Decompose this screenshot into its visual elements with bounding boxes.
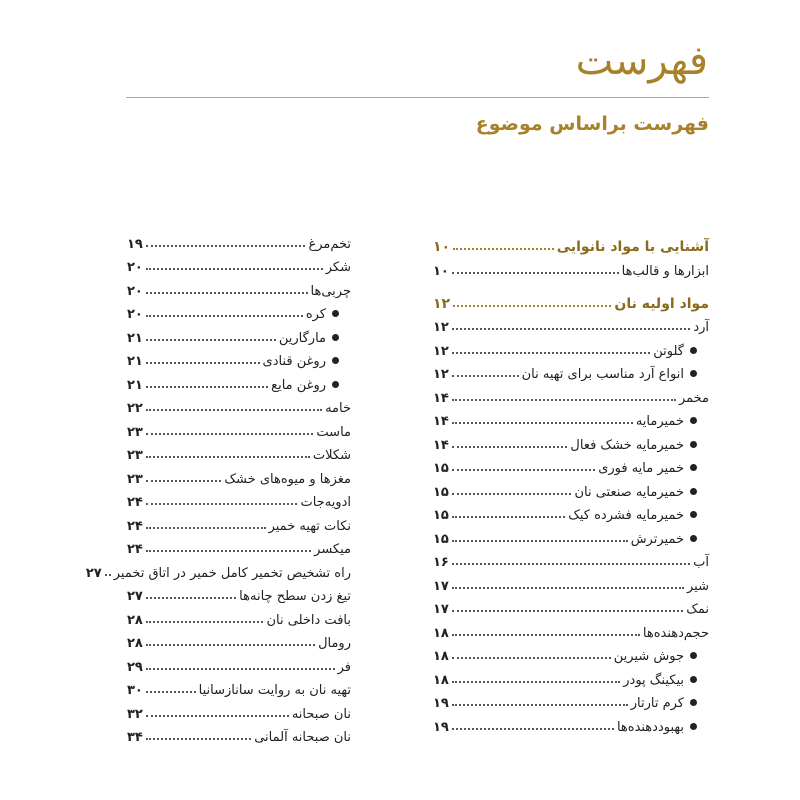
toc-page-number: ۲۰ bbox=[127, 307, 143, 322]
toc-entry-label: مخمر bbox=[678, 390, 709, 406]
toc-entry-label: ادویه‌جات bbox=[300, 495, 351, 510]
toc-entry[interactable] bbox=[127, 604, 351, 628]
dotted-leader bbox=[146, 738, 251, 740]
toc-page-number: ۱۸ bbox=[433, 672, 449, 688]
toc-page-number: ۱۰ bbox=[433, 263, 449, 279]
toc-page-number: ۲۳ bbox=[127, 424, 143, 440]
toc-entry[interactable] bbox=[433, 382, 709, 406]
dotted-leader bbox=[105, 574, 111, 576]
toc-entry-label: خمیرمایه فشرده کیک bbox=[568, 508, 684, 523]
bullet-icon bbox=[690, 511, 697, 518]
toc-entry[interactable] bbox=[433, 255, 709, 279]
toc-entry[interactable] bbox=[127, 299, 351, 323]
toc-entry[interactable] bbox=[433, 429, 709, 453]
toc-entry-label: نان صبحانه آلمانی bbox=[254, 730, 351, 745]
toc-page-number: ۱۵ bbox=[433, 484, 449, 500]
toc-entry[interactable] bbox=[433, 664, 709, 688]
toc-entry[interactable] bbox=[127, 440, 351, 464]
bullet-icon bbox=[332, 310, 339, 317]
dotted-leader bbox=[452, 634, 640, 636]
toc-entry[interactable] bbox=[127, 416, 351, 440]
bullet-icon bbox=[690, 723, 697, 730]
bullet-icon bbox=[690, 464, 697, 471]
toc-entry-label: تیغ زدن سطح چانه‌ها bbox=[239, 589, 351, 604]
dotted-leader bbox=[146, 362, 260, 364]
toc-page-number: ۲۷ bbox=[127, 589, 143, 604]
toc-entry[interactable] bbox=[433, 688, 709, 712]
dotted-leader bbox=[452, 657, 611, 659]
toc-page-number: ۱۹ bbox=[433, 719, 449, 735]
toc-page-number: ۲۸ bbox=[127, 636, 143, 651]
dotted-leader bbox=[452, 563, 690, 565]
dotted-leader bbox=[146, 433, 314, 435]
toc-entry-label: خمیرمایه خشک فعال bbox=[570, 437, 684, 453]
toc-entry[interactable] bbox=[127, 252, 351, 276]
dotted-leader bbox=[452, 610, 683, 612]
dotted-leader bbox=[452, 587, 684, 589]
dotted-leader bbox=[146, 268, 323, 270]
toc-page-number: ۱۲ bbox=[433, 367, 449, 382]
toc-entry-label: تهیه نان به روایت سانازسانیا bbox=[198, 683, 351, 698]
toc-entry-label: فر bbox=[337, 659, 351, 675]
toc-page-number: ۲۴ bbox=[127, 518, 143, 534]
page-title: فهرست bbox=[575, 38, 708, 84]
toc-page-number: ۱۴ bbox=[433, 414, 449, 429]
toc-entry-label: جوش شیرین bbox=[613, 649, 684, 664]
toc-page-number: ۲۱ bbox=[127, 354, 143, 369]
dotted-leader bbox=[452, 469, 595, 471]
toc-entry[interactable] bbox=[127, 463, 351, 487]
toc-entry-label: آشنایی با مواد نانوایی bbox=[556, 239, 709, 255]
toc-entry[interactable] bbox=[127, 628, 351, 652]
toc-page-number: ۲۳ bbox=[127, 471, 143, 487]
toc-entry[interactable] bbox=[127, 346, 351, 370]
toc-page-number: ۱۹ bbox=[127, 236, 143, 252]
bullet-icon bbox=[332, 357, 339, 364]
toc-page-number: ۱۷ bbox=[433, 578, 449, 594]
toc-column-left bbox=[85, 228, 351, 745]
dotted-leader bbox=[146, 409, 322, 411]
toc-entry[interactable] bbox=[433, 711, 709, 735]
toc-page-number: ۱۵ bbox=[433, 531, 449, 547]
toc-entry-label: خمیرترش bbox=[630, 531, 684, 547]
toc-entry-label: شکلات bbox=[312, 448, 351, 463]
dotted-leader bbox=[452, 681, 620, 683]
bullet-icon bbox=[332, 381, 339, 388]
toc-entry[interactable] bbox=[127, 581, 351, 605]
dotted-leader bbox=[146, 550, 311, 552]
toc-entry[interactable] bbox=[433, 594, 709, 618]
bullet-icon bbox=[690, 699, 697, 706]
toc-page-number: ۱۰ bbox=[433, 239, 451, 255]
toc-page-number: ۱۵ bbox=[433, 461, 449, 476]
toc-entry-label: گلوتن bbox=[653, 343, 684, 359]
dotted-leader bbox=[452, 375, 519, 377]
bullet-icon bbox=[690, 652, 697, 659]
toc-page-number: ۳۰ bbox=[127, 683, 143, 698]
toc-entry-label: کره bbox=[305, 307, 326, 322]
toc-page-number: ۱۹ bbox=[433, 696, 449, 711]
toc-entry-label: ابزارها و قالب‌ها bbox=[621, 263, 709, 279]
toc-entry-label: آرد bbox=[693, 320, 709, 335]
toc-page-number: ۱۴ bbox=[433, 437, 449, 453]
dotted-leader bbox=[146, 621, 264, 623]
bullet-icon bbox=[690, 676, 697, 683]
dotted-leader bbox=[146, 668, 335, 670]
toc-entry[interactable] bbox=[127, 675, 351, 699]
toc-section-heading[interactable] bbox=[433, 285, 709, 312]
dotted-leader bbox=[146, 339, 276, 341]
toc-entry-label: خامه bbox=[325, 401, 351, 416]
dotted-leader bbox=[146, 715, 289, 717]
toc-page-number: ۲۹ bbox=[127, 659, 143, 675]
dotted-leader bbox=[146, 597, 236, 599]
toc-entry[interactable] bbox=[433, 359, 709, 383]
toc-page-number: ۱۴ bbox=[433, 390, 449, 406]
bullet-icon bbox=[332, 334, 339, 341]
toc-entry[interactable] bbox=[85, 557, 351, 581]
toc-entry[interactable] bbox=[433, 523, 709, 547]
dotted-leader bbox=[452, 704, 628, 706]
bullet-icon bbox=[690, 535, 697, 542]
dotted-leader bbox=[452, 272, 619, 274]
toc-entry[interactable] bbox=[127, 534, 351, 558]
toc-entry-label: ماست bbox=[316, 424, 351, 440]
toc-page-number: ۲۸ bbox=[127, 612, 143, 628]
toc-entry-label: نکات تهیه خمیر bbox=[268, 518, 351, 534]
toc-page-number: ۱۸ bbox=[433, 649, 449, 664]
toc-page-number: ۱۲ bbox=[433, 320, 449, 335]
toc-page-number: ۲۰ bbox=[127, 260, 143, 275]
toc-entry[interactable] bbox=[433, 453, 709, 477]
toc-entry[interactable] bbox=[127, 722, 351, 746]
toc-entry-label: کرم تارتار bbox=[630, 696, 684, 711]
toc-entry-label: خمیرمایه bbox=[635, 414, 684, 429]
toc-entry-label: خمیرمایه صنعتی نان bbox=[574, 484, 684, 500]
toc-section-heading[interactable] bbox=[433, 228, 709, 255]
toc-entry[interactable] bbox=[127, 510, 351, 534]
dotted-leader bbox=[452, 328, 690, 330]
toc-page-number: ۲۱ bbox=[127, 377, 143, 393]
toc-entry-label: انواع آرد مناسب برای تهیه نان bbox=[521, 367, 684, 382]
toc-entry[interactable] bbox=[127, 393, 351, 417]
bullet-icon bbox=[690, 417, 697, 424]
toc-entry-label: میکسر bbox=[314, 542, 351, 557]
toc-entry-label: مارگارین bbox=[278, 330, 326, 346]
dotted-leader bbox=[146, 503, 298, 505]
toc-entry[interactable] bbox=[127, 369, 351, 393]
dotted-leader bbox=[452, 493, 572, 495]
dotted-leader bbox=[146, 292, 308, 294]
dotted-leader bbox=[453, 305, 611, 307]
toc-entry-label: بافت داخلی نان bbox=[266, 612, 351, 628]
toc-entry-label: بهبوددهنده‌ها bbox=[616, 719, 684, 735]
toc-page-number: ۲۲ bbox=[127, 401, 143, 416]
dotted-leader bbox=[146, 245, 306, 247]
toc-page-number: ۳۴ bbox=[127, 730, 143, 745]
toc-entry[interactable] bbox=[433, 641, 709, 665]
bullet-icon bbox=[690, 347, 697, 354]
toc-page-number: ۲۳ bbox=[127, 448, 143, 463]
toc-entry[interactable] bbox=[433, 547, 709, 571]
toc-entry-label: شکر bbox=[325, 260, 351, 275]
dotted-leader bbox=[452, 446, 568, 448]
dotted-leader bbox=[146, 691, 196, 693]
toc-entry[interactable] bbox=[433, 312, 709, 336]
toc-page-number: ۱۲ bbox=[433, 343, 449, 359]
toc-entry-label: آب bbox=[693, 555, 709, 570]
dotted-leader bbox=[452, 399, 676, 401]
toc-entry-label: مغزها و میوه‌های خشک bbox=[224, 471, 351, 487]
toc-page-number: ۲۱ bbox=[127, 330, 143, 346]
toc-page-number: ۳۲ bbox=[127, 706, 143, 722]
dotted-leader bbox=[452, 728, 614, 730]
dotted-leader bbox=[452, 422, 633, 424]
toc-entry[interactable] bbox=[433, 335, 709, 359]
toc-page-number: ۱۶ bbox=[433, 555, 449, 570]
toc-page-number: ۱۲ bbox=[433, 295, 451, 312]
toc-entry[interactable] bbox=[433, 617, 709, 641]
toc-page-number: ۱۸ bbox=[433, 625, 449, 641]
toc-page-number: ۲۴ bbox=[127, 495, 143, 510]
toc-entry[interactable] bbox=[127, 487, 351, 511]
toc-entry-label: روغن قنادی bbox=[262, 354, 326, 369]
dotted-leader bbox=[146, 527, 266, 529]
toc-entry-label: روغن مایع bbox=[271, 377, 326, 393]
toc-entry-label: نان صبحانه bbox=[291, 706, 351, 722]
toc-entry[interactable] bbox=[127, 228, 351, 252]
toc-entry-label: تخم‌مرغ bbox=[308, 236, 351, 252]
bullet-icon bbox=[690, 441, 697, 448]
toc-entry-label: خمیر مایه فوری bbox=[598, 461, 684, 476]
section-subtitle: فهرست براساس موضوع bbox=[475, 113, 709, 135]
toc-entry-label: رومال bbox=[318, 636, 351, 651]
dotted-leader bbox=[146, 480, 222, 482]
toc-page-number: ۲۷ bbox=[85, 565, 102, 581]
bullet-icon bbox=[690, 488, 697, 495]
dotted-leader bbox=[452, 352, 650, 354]
toc-page-number: ۲۴ bbox=[127, 542, 143, 557]
toc-entry-label: شیر bbox=[687, 578, 709, 594]
toc-page-number: ۱۵ bbox=[433, 508, 449, 523]
toc-entry[interactable] bbox=[433, 570, 709, 594]
toc-entry-label: بیکینگ پودر bbox=[623, 672, 684, 688]
dotted-leader bbox=[146, 644, 315, 646]
dotted-leader bbox=[146, 456, 310, 458]
toc-entry-label: مواد اولیه نان bbox=[614, 295, 709, 312]
bullet-icon bbox=[690, 370, 697, 377]
toc-entry[interactable] bbox=[127, 322, 351, 346]
toc-entry[interactable] bbox=[127, 651, 351, 675]
toc-entry[interactable] bbox=[433, 406, 709, 430]
toc-entry[interactable] bbox=[433, 500, 709, 524]
dotted-leader bbox=[452, 540, 628, 542]
toc-entry[interactable] bbox=[433, 476, 709, 500]
toc-entry-label: حجم‌دهنده‌ها bbox=[642, 625, 709, 641]
toc-page-number: ۲۰ bbox=[127, 283, 143, 299]
dotted-leader bbox=[146, 315, 303, 317]
dotted-leader bbox=[452, 516, 565, 518]
toc-entry-label: نمک bbox=[686, 602, 709, 617]
toc-entry-label: راه تشخیص تخمیر کامل خمیر در اتاق تخمیر bbox=[113, 565, 351, 581]
toc-entry[interactable] bbox=[127, 275, 351, 299]
toc-page-number: ۱۷ bbox=[433, 602, 449, 617]
dotted-leader bbox=[453, 248, 554, 250]
toc-entry[interactable] bbox=[127, 698, 351, 722]
dotted-leader bbox=[146, 386, 268, 388]
toc-column-right bbox=[433, 228, 709, 735]
toc-entry-label: چربی‌ها bbox=[310, 283, 351, 299]
title-divider bbox=[126, 97, 709, 98]
